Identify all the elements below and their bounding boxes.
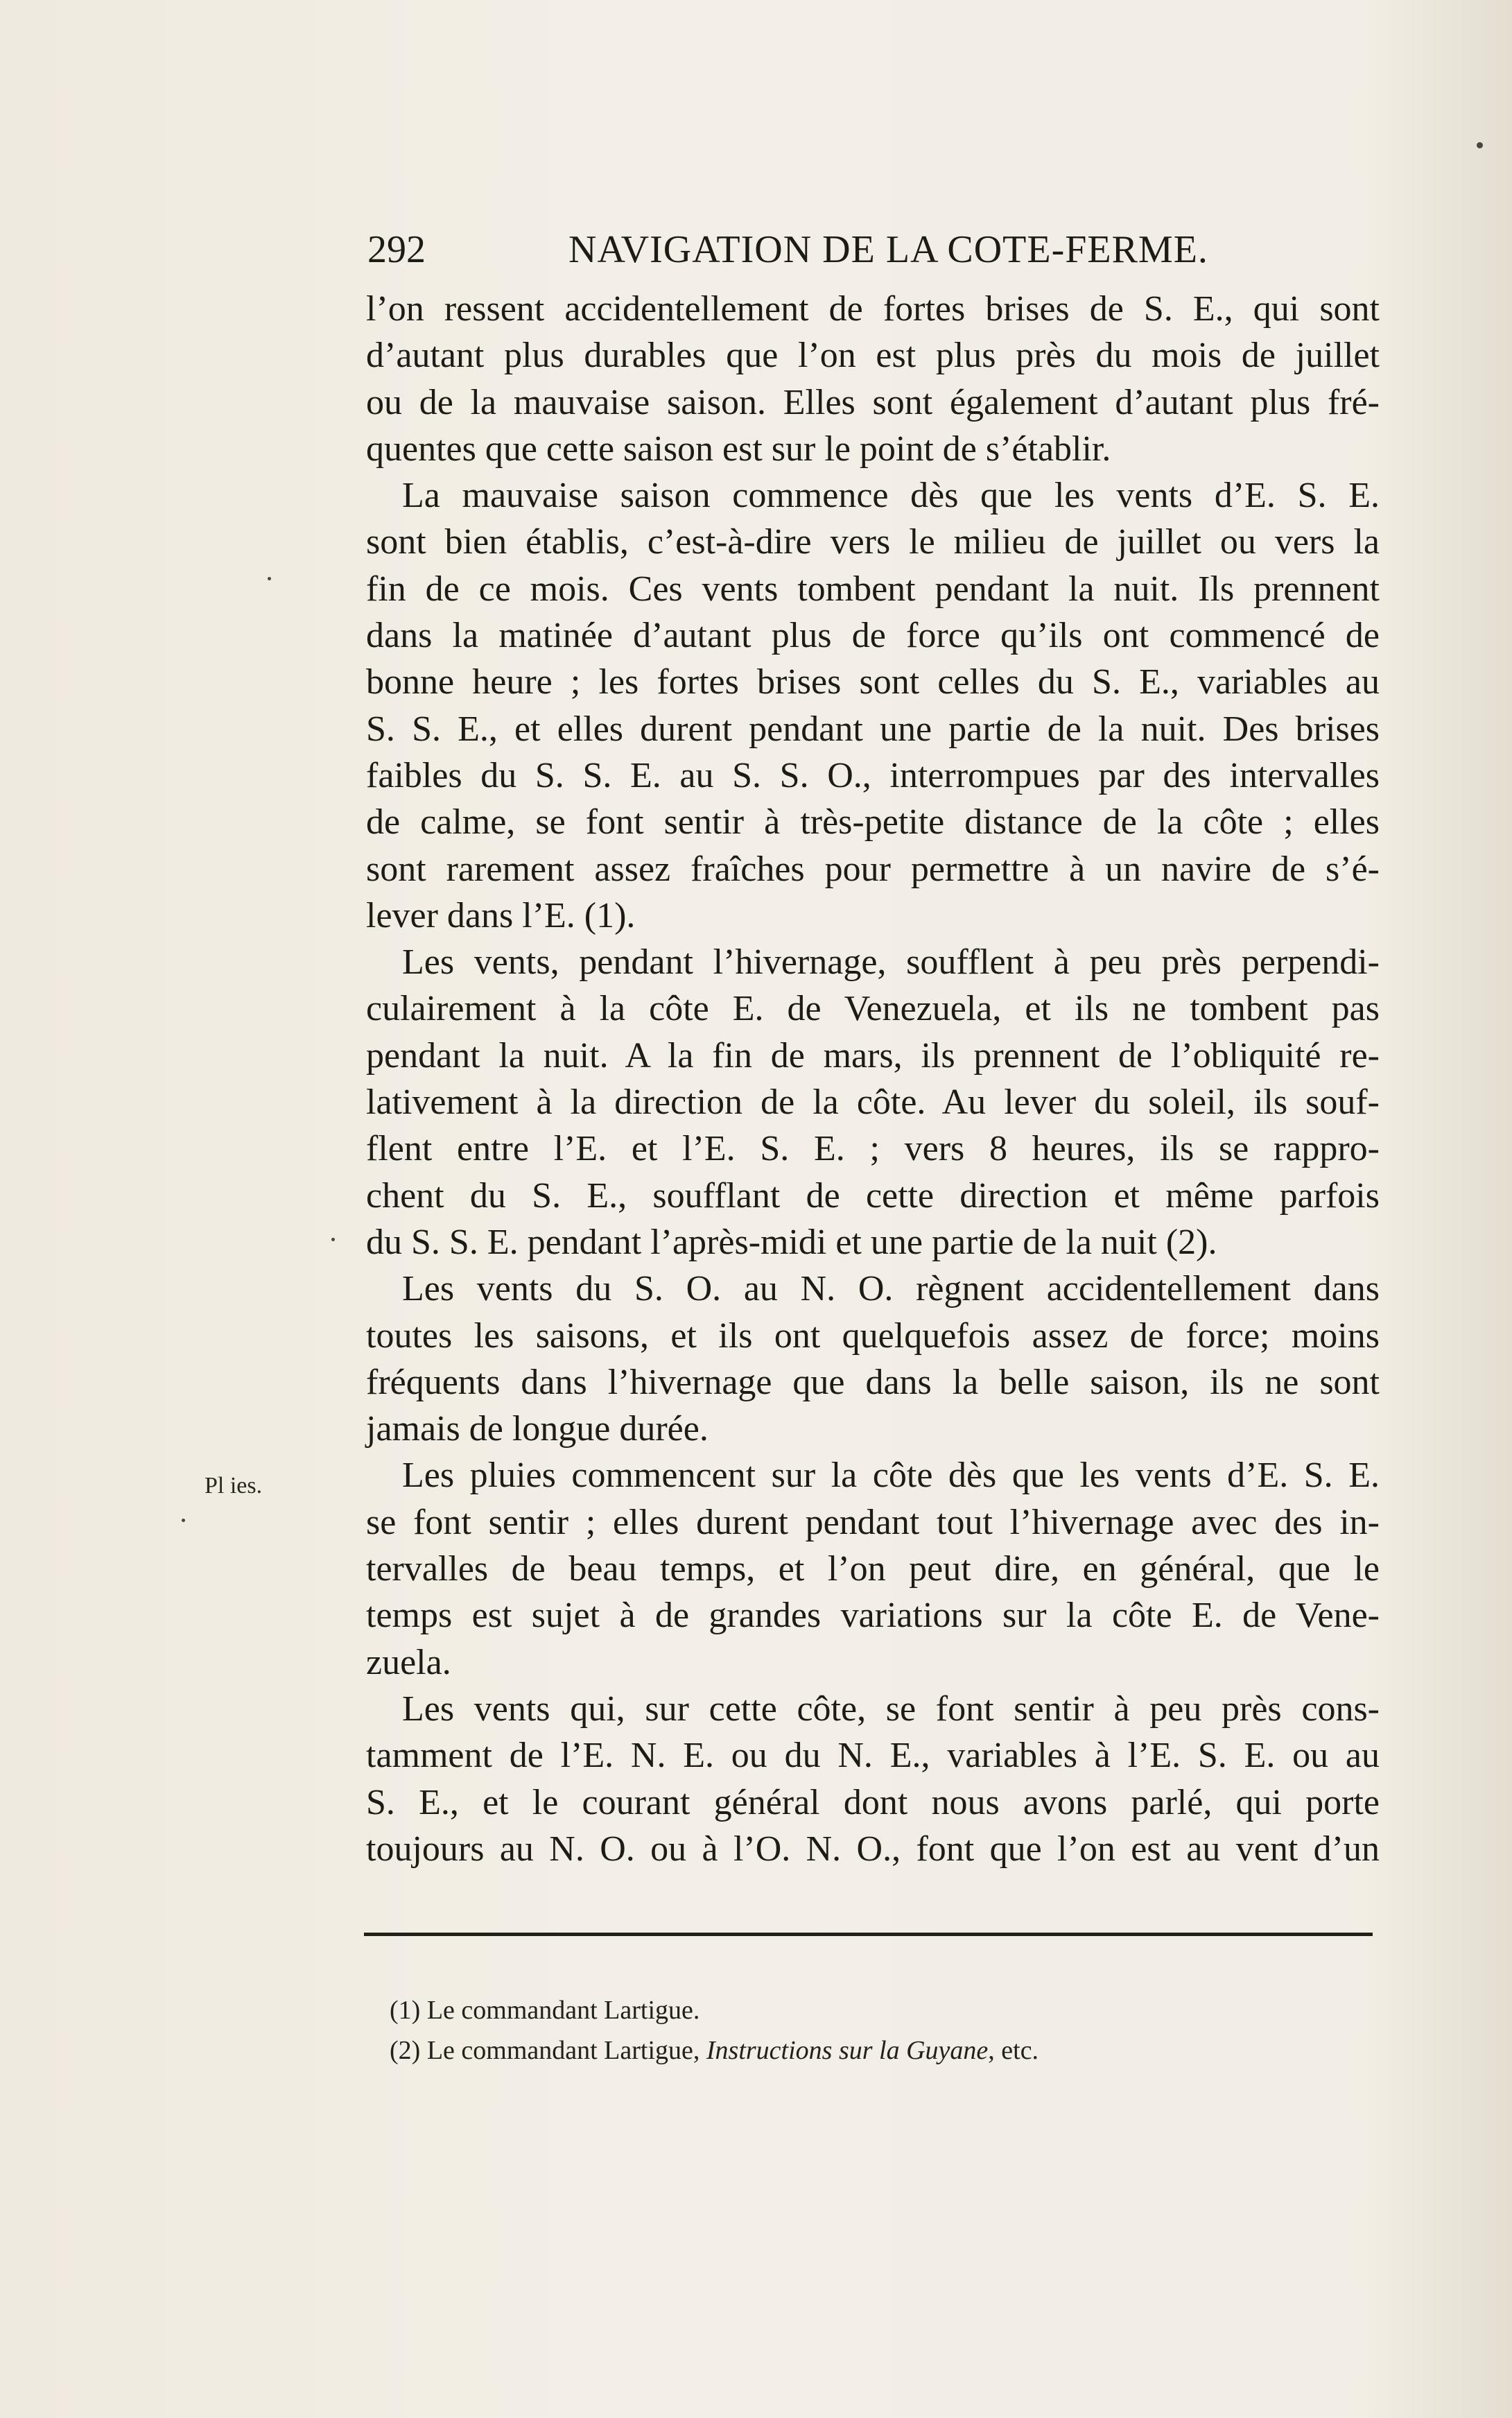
margin-note: Pl ies. xyxy=(205,1473,263,1499)
text-line: flent entre l’E. et l’E. S. E. ; vers 8 heures, ils se rappro- xyxy=(366,1129,1380,1169)
paragraph xyxy=(366,472,1380,939)
text-line: faibles du S. S. E. au S. S. O., interrompues par des intervalles xyxy=(366,755,1380,795)
text-line: culairement à la côte E. de Venezuela, et ils ne tombent pas xyxy=(366,989,1380,1029)
text-line: tamment de l’E. N. E. ou du N. E., variables à l’E. S. E. ou au xyxy=(366,1736,1380,1776)
footnote-marker: (2) xyxy=(390,2036,421,2065)
text-line: Les vents du S. O. au N. O. règnent accidentellement dans xyxy=(402,1269,1380,1309)
text-line: Les vents qui, sur cette côte, se font sentir à peu près cons- xyxy=(402,1689,1380,1729)
footnote-suffix: , etc. xyxy=(988,2036,1039,2065)
paragraph xyxy=(366,286,1380,472)
text-line: zuela. xyxy=(366,1642,451,1682)
text-line: Les vents, pendant l’hivernage, soufflent à peu près perpendi- xyxy=(402,942,1380,983)
running-header xyxy=(367,225,1380,274)
paragraph xyxy=(366,939,1380,1266)
text-line: toujours au N. O. ou à l’O. N. O., font que l’on est au vent d’un xyxy=(366,1829,1380,1869)
footnote-rule xyxy=(364,1933,1373,1936)
speck-mark xyxy=(268,577,271,580)
running-title: NAVIGATION DE LA COTE-FERME. xyxy=(568,228,1208,271)
text-line: du S. S. E. pendant l’après-midi et une partie de la nuit (2). xyxy=(366,1222,1217,1262)
footnote xyxy=(390,2030,1360,2071)
text-line: sont bien établis, c’est-à-dire vers le milieu de juillet ou vers la xyxy=(366,522,1380,562)
page-number: 292 xyxy=(367,228,426,271)
text-line: quentes que cette saison est sur le point de s’établir. xyxy=(366,429,1111,469)
speck-mark xyxy=(182,1519,185,1522)
text-line: jamais de longue durée. xyxy=(366,1409,709,1449)
text-line: dans la matinée d’autant plus de force qu’ils ont commencé de xyxy=(366,616,1380,656)
text-line: fin de ce mois. Ces vents tombent pendant la nuit. Ils prennent xyxy=(366,569,1380,609)
text-line: toutes les saisons, et ils ont quelquefois assez de force; moins xyxy=(366,1315,1380,1356)
text-line: lever dans l’E. (1). xyxy=(366,895,636,935)
text-line: se font sentir ; elles durent pendant tout l’hivernage avec des in- xyxy=(366,1502,1380,1542)
text-line: tervalles de beau temps, et l’on peut dire, en général, que le xyxy=(366,1549,1380,1589)
text-line: pendant la nuit. A la fin de mars, ils prennent de l’obliquité re- xyxy=(366,1035,1380,1076)
text-line: de calme, se font sentir à très-petite distance de la côte ; elles xyxy=(366,802,1380,843)
text-line: bonne heure ; les fortes brises sont celles du S. E., variables au xyxy=(366,662,1380,702)
text-line: ou de la mauvaise saison. Elles sont également d’autant plus fré- xyxy=(366,382,1380,422)
footnote-marker: (1) xyxy=(390,1996,421,2025)
text-line: d’autant plus durables que l’on est plus près du mois de juillet xyxy=(366,336,1380,376)
text-line: S. S. E., et elles durent pendant une partie de la nuit. Des brises xyxy=(366,709,1380,749)
footnote-text: Le commandant Lartigue. xyxy=(426,1996,700,2025)
body-text xyxy=(366,286,1380,1872)
text-line: lativement à la direction de la côte. Au lever du soleil, ils souf- xyxy=(366,1082,1380,1123)
footnote xyxy=(390,1990,1360,2030)
text-line: La mauvaise saison commence dès que les vents d’E. S. E. xyxy=(402,476,1380,516)
text-line: Les pluies commencent sur la côte dès que les vents d’E. S. E. xyxy=(402,1456,1380,1496)
paragraph xyxy=(366,1266,1380,1452)
paragraph xyxy=(366,1686,1380,1872)
text-line: fréquents dans l’hivernage que dans la belle saison, ils ne sont xyxy=(366,1362,1380,1402)
text-line: chent du S. E., soufflant de cette direction et même parfois xyxy=(366,1175,1380,1216)
text-line: temps est sujet à de grandes variations sur la côte E. de Vene- xyxy=(366,1596,1380,1636)
paragraph xyxy=(366,1452,1380,1685)
footnote-text: Le commandant Lartigue, xyxy=(426,2036,706,2065)
speck-mark xyxy=(1477,142,1483,148)
text-line: S. E., et le courant général dont nous avons parlé, qui porte xyxy=(366,1782,1380,1822)
speck-mark xyxy=(331,1238,335,1241)
footnotes xyxy=(390,1990,1360,2071)
text-line: l’on ressent accidentellement de fortes brises de S. E., qui sont xyxy=(366,289,1380,329)
footnote-italic: Instructions sur la Guyane xyxy=(706,2036,989,2065)
text-line: sont rarement assez fraîches pour permettre à un navire de s’é- xyxy=(366,849,1380,889)
